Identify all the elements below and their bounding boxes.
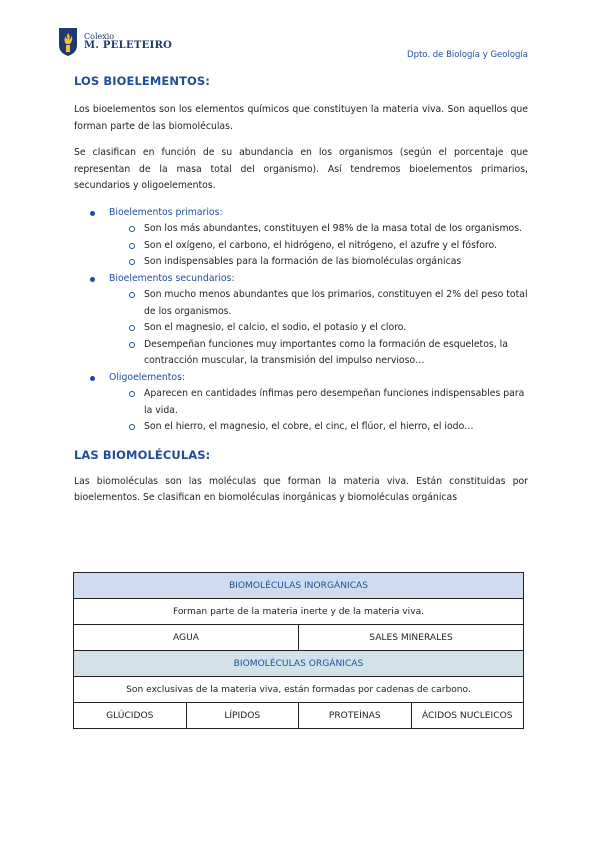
- list-item: [109, 254, 528, 271]
- bioelementos-classification: Se clasifican en función de su abundancia en los organismos (según el porcentaje que representan de la masa total del organismo). Así tendremos bioelementos primarios, secundarios y oligoelementos.: [74, 147, 528, 191]
- list-item-text: Son indispensables para la formación de las biomoléculas orgánicas: [144, 256, 462, 267]
- list-item: [109, 287, 528, 320]
- circle-bullet-icon: [129, 424, 135, 430]
- circle-bullet-icon: [129, 325, 135, 331]
- circle-bullet-icon: [129, 292, 135, 298]
- bullet-icon: [90, 376, 95, 381]
- logo-line1: Colexio: [84, 32, 115, 41]
- list-item: [74, 370, 528, 436]
- department-label: Dpto. de Biología y Geología: [407, 50, 528, 60]
- school-logo: [58, 27, 172, 57]
- organic-description: Son exclusivas de la materia viva, están formadas por cadenas de carbono.: [74, 677, 524, 703]
- sublist: [109, 221, 528, 271]
- list-item: [109, 419, 528, 436]
- list-item-text: Son el magnesio, el calcio, el sodio, el potasio y el cloro.: [144, 322, 407, 333]
- inorganic-header: BIOMOLÉCULAS INORGÁNICAS: [74, 573, 524, 599]
- biomoleculas-intro: Las biomoléculas son las moléculas que forman la materia viva. Están constituidas por bioelementos. Se clasifican en biomoléculas inorgánicas y biomoléculas orgánicas: [74, 475, 528, 503]
- list-item: [74, 205, 528, 271]
- organic-header: BIOMOLÉCULAS ORGÁNICAS: [74, 651, 524, 677]
- section-title-biomoleculas: LAS BIOMOLÉCULAS:: [74, 447, 211, 462]
- table-row: [74, 703, 524, 729]
- bullet-icon: [90, 211, 95, 216]
- section-title-bioelementos: LOS BIOELEMENTOS:: [74, 74, 210, 88]
- table-row: [74, 677, 524, 703]
- list-item-text: Son los más abundantes, constituyen el 98% de la masa total de los organismos.: [144, 223, 523, 234]
- table-cell-sales-minerales: SALES MINERALES: [299, 625, 524, 651]
- list-item: [109, 221, 528, 238]
- table-cell-lipidos: LÍPIDOS: [186, 703, 299, 729]
- bullet-icon: [90, 277, 95, 282]
- list-item: [109, 337, 528, 370]
- table-row: [74, 651, 524, 677]
- table-cell-acidos-nucleicos: ÁCIDOS NUCLEICOS: [411, 703, 524, 729]
- table-row: [74, 599, 524, 625]
- sublist: [109, 386, 528, 436]
- circle-bullet-icon: [129, 342, 135, 348]
- sublist: [109, 287, 528, 370]
- table-row: [74, 573, 524, 599]
- list-item: [109, 320, 528, 337]
- list-item-text: Son mucho menos abundantes que los primarios, constituyen el 2% del peso total de los organismos.: [144, 289, 528, 317]
- table-row: [74, 625, 524, 651]
- circle-bullet-icon: [129, 391, 135, 397]
- circle-bullet-icon: [129, 243, 135, 249]
- bioelementos-intro: Los bioelementos son los elementos químicos que constituyen la materia viva. Son aquellos que forman parte de las biomoléculas.: [74, 104, 528, 132]
- table-cell-agua: AGUA: [74, 625, 299, 651]
- table-cell-glucidos: GLÚCIDOS: [74, 703, 187, 729]
- list-item: [74, 271, 528, 370]
- main-content: [74, 72, 528, 507]
- logo-line2: M. PELETEIRO: [84, 40, 173, 51]
- list-item: [109, 238, 528, 255]
- circle-bullet-icon: [129, 226, 135, 232]
- list-item-text: Aparecen en cantidades ínfimas pero desempeñan funciones indispensables para la vida.: [144, 388, 525, 416]
- list-item: [109, 386, 528, 419]
- group-label-primarios: Bioelementos primarios:: [109, 206, 223, 218]
- circle-bullet-icon: [129, 259, 135, 265]
- list-item-text: Son el hierro, el magnesio, el cobre, el cinc, el flúor, el hierro, el iodo…: [144, 421, 474, 432]
- list-item-text: Son el oxígeno, el carbono, el hidrógeno, el nitrógeno, el azufre y el fósforo.: [144, 239, 497, 251]
- list-item-text: Desempeñan funciones muy importantes como la formación de esqueletos, la contracción muscular, la transmisión del impulso nervioso…: [144, 338, 508, 366]
- shield-torch-icon: [58, 27, 78, 57]
- table-cell-proteinas: PROTEÍNAS: [299, 703, 412, 729]
- bioelementos-list: [74, 205, 528, 436]
- biomoleculas-table: [73, 572, 524, 729]
- group-label-oligoelementos: Oligoelementos:: [109, 371, 186, 383]
- group-label-secundarios: Bioelementos secundarios:: [109, 272, 235, 284]
- inorganic-description: Forman parte de la materia inerte y de la materia viva.: [74, 599, 524, 625]
